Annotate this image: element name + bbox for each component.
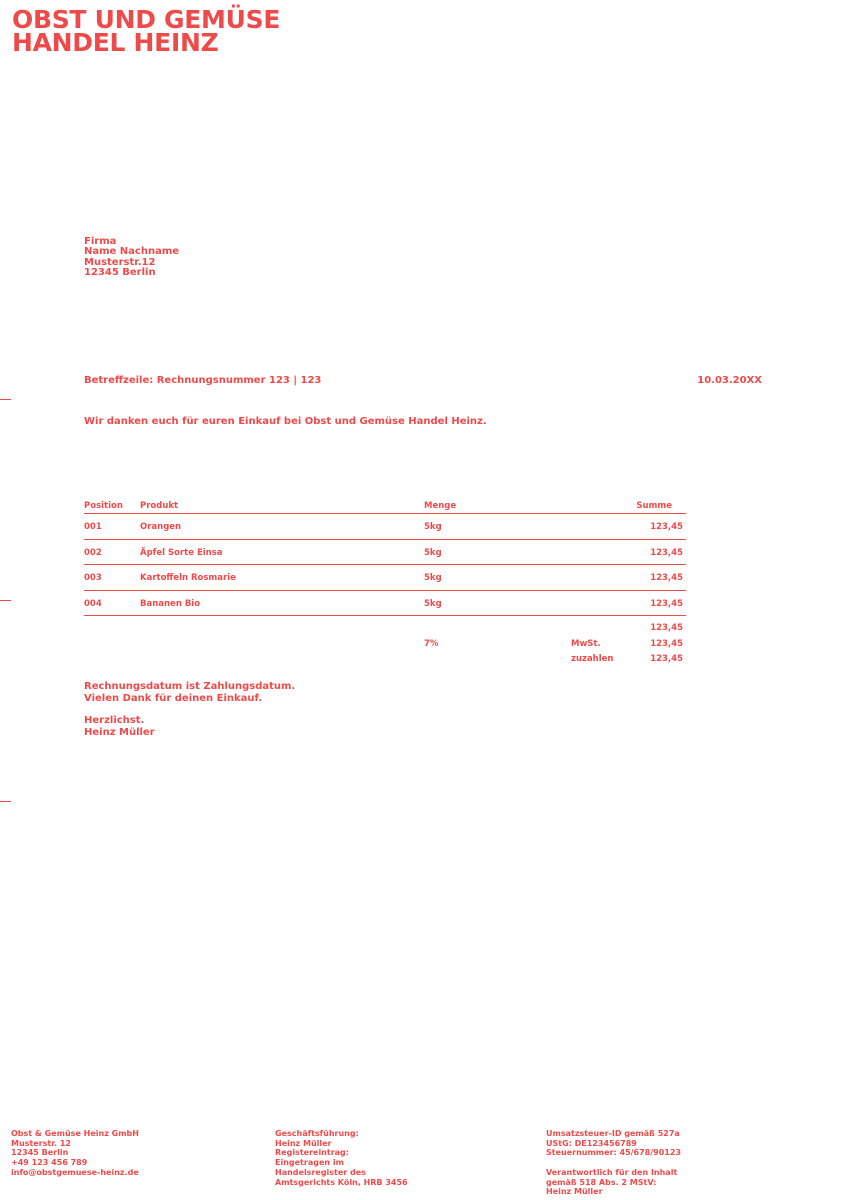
footer-register-line-2: Handelsregister des — [275, 1167, 366, 1177]
header-product: Produkt — [140, 501, 179, 511]
row-quantity: 5kg — [424, 573, 442, 583]
header-quantity: Menge — [424, 501, 457, 511]
footer-register-line-1: Eingetragen im — [275, 1158, 344, 1168]
subject-line: Betreffzeile: Rechnungsnummer 123 | 123 — [84, 375, 322, 386]
footer-phone: +49 123 456 789 — [11, 1158, 88, 1168]
row-sum: 123,45 — [650, 573, 683, 583]
row-sum: 123,45 — [650, 598, 683, 609]
row-position: 004 — [84, 598, 102, 609]
due-amount: 123,45 — [650, 654, 683, 664]
footer-management-label: Geschäftsführung: — [275, 1129, 359, 1138]
row-product: Kartoffeln Rosmarie — [140, 573, 236, 583]
footer-company: Obst & Gemüse Heinz GmbH — [11, 1129, 139, 1138]
row-product: Äpfel Sorte Einsa — [140, 547, 223, 558]
due-row — [84, 652, 686, 668]
footer-street: Musterstr. 12 — [11, 1138, 71, 1148]
table-header — [84, 499, 686, 514]
footer-company-info — [11, 1129, 139, 1178]
recipient-street: Musterstr.12 — [84, 256, 156, 268]
row-quantity: 5kg — [424, 547, 442, 558]
company-logo — [12, 5, 281, 57]
recipient-city: 12345 Berlin — [84, 267, 156, 279]
closing-line-2: Vielen Dank für deinen Einkauf. — [84, 692, 263, 704]
footer-responsible-line-2: gemäß 518 Abs. 2 MStV: — [546, 1177, 657, 1187]
signature-name: Heinz Müller — [84, 726, 155, 738]
subtotal-row — [84, 621, 686, 637]
closing-greeting: Herzlichst. — [84, 715, 145, 726]
header-sum: Summe — [636, 501, 672, 511]
recipient-company: Firma — [84, 236, 117, 247]
row-sum: 123,45 — [650, 547, 683, 558]
table-row — [84, 514, 686, 540]
row-position: 001 — [84, 522, 102, 532]
subtotal-amount: 123,45 — [650, 623, 683, 633]
footer-register-line-3: Amtsgerichts Köln, HRB 3456 — [275, 1177, 408, 1187]
table-row — [84, 540, 686, 566]
fold-mark-top — [0, 399, 11, 400]
footer-tax-number: Steuernummer: 45/678/90123 — [546, 1148, 682, 1158]
row-product: Orangen — [140, 522, 182, 532]
footer-register-label: Registereintrag: — [275, 1148, 349, 1158]
table-row — [84, 591, 686, 617]
letter-date: 10.03.20XX — [697, 375, 762, 386]
row-sum: 123,45 — [650, 522, 683, 532]
row-position: 002 — [84, 547, 102, 558]
closing-line-1: Rechnungsdatum ist Zahlungsdatum. — [84, 681, 296, 692]
vat-amount: 123,45 — [650, 638, 683, 649]
vat-rate: 7% — [424, 638, 439, 649]
footer-responsible-line-1: Verantwortlich für den Inhalt — [546, 1167, 678, 1177]
footer-email: info@obstgemuese-heinz.de — [11, 1167, 139, 1177]
vat-label: MwSt. — [571, 638, 601, 649]
footer-vat-id-label: Umsatzsteuer-ID gemäß 527a — [546, 1129, 680, 1138]
footer-tax-info — [546, 1129, 681, 1197]
footer-management-info — [275, 1129, 408, 1187]
punch-mark — [0, 600, 11, 601]
fold-mark-bottom — [0, 801, 11, 802]
invoice-table — [84, 499, 686, 616]
footer-responsible-name: Heinz Müller — [546, 1187, 603, 1197]
row-quantity: 5kg — [424, 598, 442, 609]
recipient-name: Name Nachname — [84, 246, 180, 258]
recipient-address — [84, 237, 179, 279]
footer-vat-id: UStG: DE123456789 — [546, 1138, 637, 1148]
footer-city: 12345 Berlin — [11, 1148, 69, 1158]
due-label: zuzahlen — [571, 654, 614, 664]
closing-text — [84, 681, 295, 738]
vat-row — [84, 637, 686, 653]
row-position: 003 — [84, 573, 102, 583]
invoice-totals — [84, 621, 686, 668]
logo-line-1: OBST UND GEMÜSE — [12, 5, 281, 34]
intro-text: Wir danken euch für euren Einkauf bei Obst und Gemüse Handel Heinz. — [84, 416, 487, 427]
row-quantity: 5kg — [424, 522, 442, 532]
table-row — [84, 565, 686, 591]
footer-management-name: Heinz Müller — [275, 1138, 332, 1148]
row-product: Bananen Bio — [140, 598, 201, 609]
header-position: Position — [84, 501, 123, 511]
logo-line-2: HANDEL HEINZ — [12, 28, 219, 57]
